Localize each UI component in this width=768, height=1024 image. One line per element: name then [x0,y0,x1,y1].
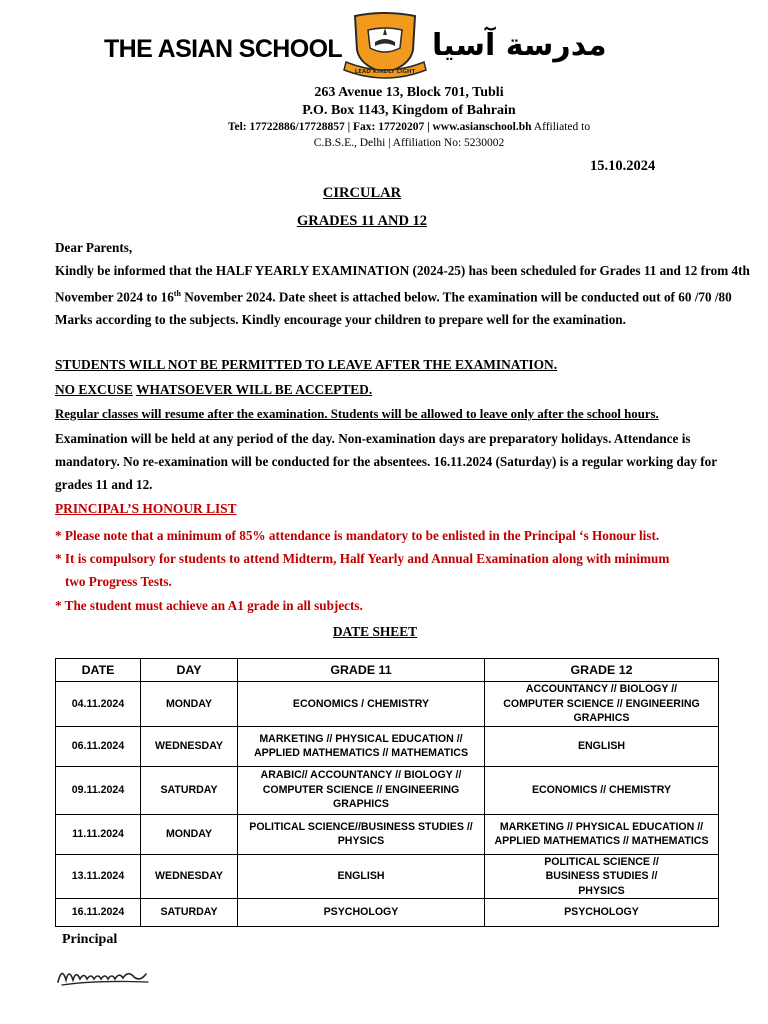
cell-grade-12: ENGLISH [485,726,719,766]
warning-no-excuse-b: WHATSOEVER WILL BE ACCEPTED. [136,382,373,397]
cell-date: 09.11.2024 [56,766,141,814]
honour-item-grade: * The student must achieve an A1 grade in all subjects. [55,598,363,613]
cell-day: SATURDAY [141,899,238,927]
affiliation-line: C.B.S.E., Delhi | Affiliation No: 5230002 [313,137,505,149]
warning-no-excuse [55,378,751,401]
cell-day: WEDNESDAY [141,726,238,766]
cell-grade-11: MARKETING // PHYSICAL EDUCATION // APPLIED MATHEMATICS // MATHEMATICS [238,726,485,766]
date-sheet-table [55,658,719,927]
cell-grade-11: POLITICAL SCIENCE//BUSINESS STUDIES // PHYSICS [238,814,485,854]
cell-date: 06.11.2024 [56,726,141,766]
cell-day: WEDNESDAY [141,854,238,899]
resume-note: Regular classes will resume after the examination. Students will be allowed to leave only after the school hours. [55,407,659,421]
circular-date: 15.10.2024 [590,158,656,174]
principal-label: Principal [62,932,118,947]
intro-part-c: has been scheduled for Grades 11 and 12 from 4th November 2024 to 16 [55,263,750,305]
school-crest-logo [340,10,430,82]
honour-list-title: PRINCIPAL’S HONOUR LIST [55,501,237,516]
intro-part-a: Kindly be informed that the [55,263,216,278]
honour-item-exams-b: two Progress Tests. [65,574,172,589]
exam-details-paragraph: Examination will be held at any period of the day. Non-examination days are preparatory holidays. Attendance is mandatory. No re-examination will be conducted for the absentees. 16.11.2024 (Saturday) is a regular working day for grades 11 and 12. [55,431,717,492]
cell-grade-11: ECONOMICS / CHEMISTRY [238,682,485,727]
header-date: DATE [56,659,141,682]
intro-paragraph [55,259,751,331]
cell-grade-11: ENGLISH [238,854,485,899]
greeting: Dear Parents, [55,240,133,255]
cell-grade-11: ARABIC// ACCOUNTANCY // BIOLOGY // COMPUTER SCIENCE // ENGINEERING GRAPHICS [238,766,485,814]
cell-grade-12: ACCOUNTANCY // BIOLOGY // COMPUTER SCIENCE // ENGINEERING GRAPHICS [485,682,719,727]
cell-grade-12: PSYCHOLOGY [485,899,719,927]
honour-item-exams-a: * It is compulsory for students to attend Midterm, Half Yearly and Annual Examination along with minimum [55,551,670,566]
table-row [56,766,719,814]
cell-date: 13.11.2024 [56,854,141,899]
contact-line [0,120,768,135]
principal-signature [56,958,152,990]
circular-title: CIRCULAR [322,185,402,201]
crest-motto: LEAD KINDLY LIGHT [354,69,416,75]
table-row [56,814,719,854]
honour-item-exams [55,547,745,593]
intro-superscript: th [173,289,181,298]
address-line-2: P.O. Box 1143, Kingdom of Bahrain [302,103,516,118]
school-name: THE ASIAN SCHOOL [104,35,343,63]
warning-no-leave: STUDENTS WILL NOT BE PERMITTED TO LEAVE AFTER THE EXAMINATION. [55,357,558,372]
cell-date: 11.11.2024 [56,814,141,854]
header-grade-12: GRADE 12 [485,659,719,682]
cell-grade-12: ECONOMICS // CHEMISTRY [485,766,719,814]
table-row [56,726,719,766]
cell-grade-11: PSYCHOLOGY [238,899,485,927]
cell-date: 16.11.2024 [56,899,141,927]
cell-grade-12: MARKETING // PHYSICAL EDUCATION // APPLIED MATHEMATICS // MATHEMATICS [485,814,719,854]
header-grade-11: GRADE 11 [238,659,485,682]
affiliated-to: Affiliated to [531,121,591,133]
cell-day: SATURDAY [141,766,238,814]
intro-part-d: November 2024. Date sheet is attached below. The examination will be conducted out of 60 /70 /80 Marks according to the subjects. Kindly encourage your children to prepare well for the examination. [55,289,732,328]
exam-name: HALF YEARLY EXAMINATION (2024-25) [215,263,466,278]
table-header-row [56,659,719,682]
header-day: DAY [141,659,238,682]
contact-details: Tel: 17722886/17728857 | Fax: 17720207 | www.asianschool.bh [227,121,532,133]
circular-subtitle: GRADES 11 AND 12 [296,213,428,229]
date-sheet-title: DATE SHEET [332,624,418,639]
table-row [56,899,719,927]
table-row [56,854,719,899]
warning-no-excuse-a: NO EXCUSE [55,382,133,397]
address-line-1: 263 Avenue 13, Block 701, Tubli [314,85,504,100]
cell-day: MONDAY [141,814,238,854]
honour-item-attendance: * Please note that a minimum of 85% attendance is mandatory to be enlisted in the Principal ‘s Honour list. [55,528,660,543]
school-name-arabic: مدرسة آسيا [432,28,607,63]
cell-date: 04.11.2024 [56,682,141,727]
cell-grade-12: POLITICAL SCIENCE // BUSINESS STUDIES // PHYSICS [485,854,719,899]
table-row [56,682,719,727]
cell-day: MONDAY [141,682,238,727]
